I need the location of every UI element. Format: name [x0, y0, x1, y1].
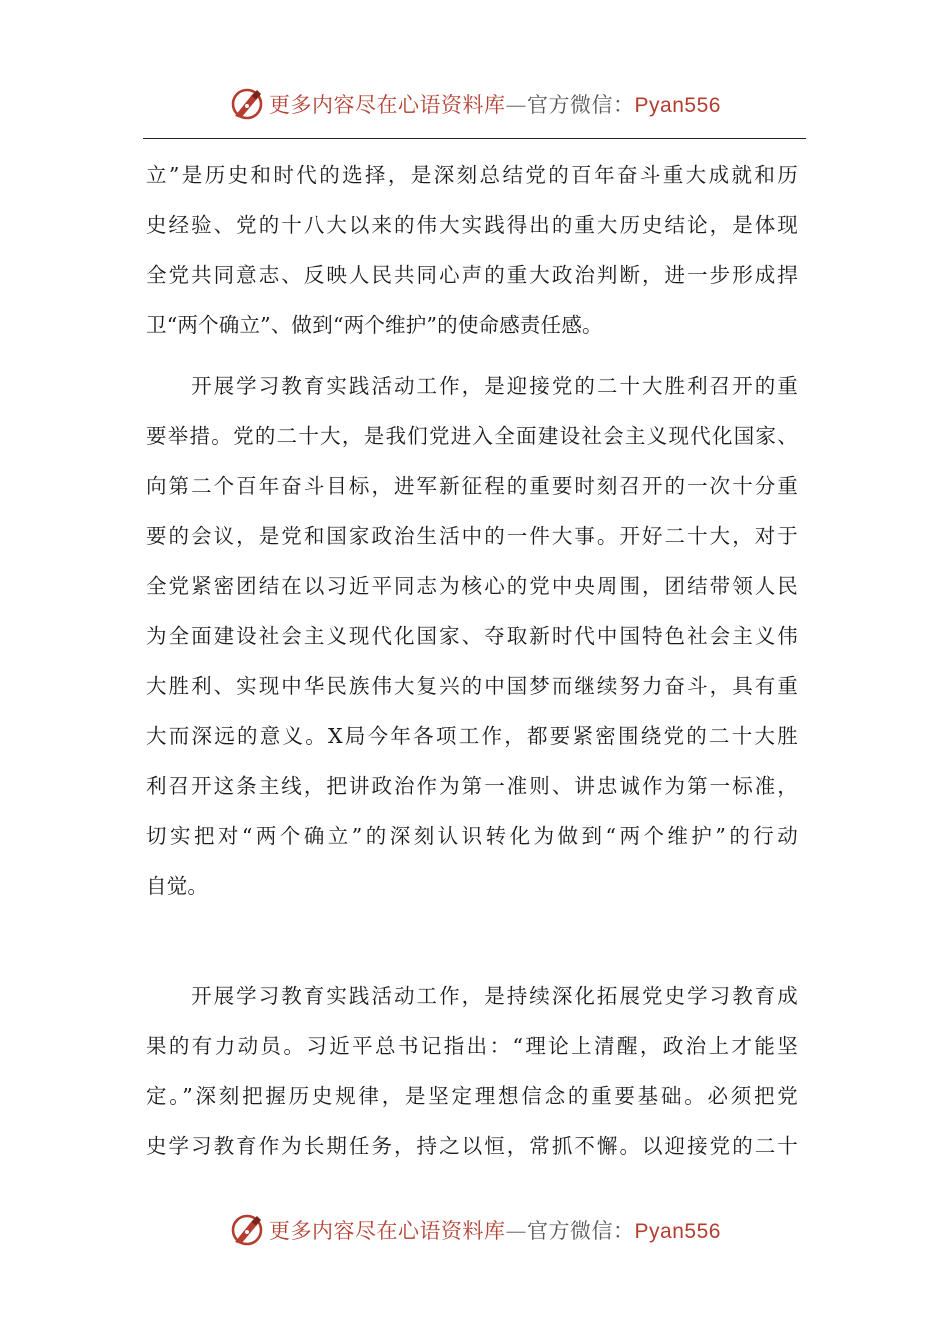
text-line: 史经验、党的十八大以来的伟大实践得出的重大历史结论，是体现 [146, 213, 798, 237]
text-line: 大而深远的意义。X局今年各项工作，都要紧密围绕党的二十大胜 [146, 724, 798, 748]
banner-middle: 官方微信： [527, 1219, 635, 1243]
banner-prefix: 更多内容尽在心语资料库 [269, 93, 506, 117]
pen-nib-circle-logo-icon [229, 86, 265, 122]
footer-banner-content [229, 1212, 721, 1248]
text-line: 全党共同意志、反映人民共同心声的重大政治判断，进一步形成捍 [146, 263, 798, 287]
text-line: 利召开这条主线，把讲政治作为第一准则、讲忠诚作为第一标准， [146, 774, 798, 798]
banner-middle: 官方微信： [527, 93, 635, 117]
header-rule [143, 138, 806, 139]
paragraph-spacer [146, 911, 798, 971]
text-line: 要的会议，是党和国家政治生活中的一件大事。开好二十大，对于 [146, 524, 798, 548]
text-line: 开展学习教育实践活动工作，是迎接党的二十大胜利召开的重 [146, 374, 798, 398]
text-line: 向第二个百年奋斗目标，进军新征程的重要时刻召开的一次十分重 [146, 474, 798, 498]
text-line: 为全面建设社会主义现代化国家、夺取新时代中国特色社会主义伟 [146, 624, 798, 648]
banner-prefix: 更多内容尽在心语资料库 [269, 1219, 506, 1243]
text-line: 大胜利、实现中华民族伟大复兴的中国梦而继续努力奋斗，具有重 [146, 674, 798, 698]
text-line: 要举措。党的二十大，是我们党进入全面建设社会主义现代化国家、 [146, 424, 798, 448]
text-line: 卫“两个确立”、做到“两个维护”的使命感责任感。 [146, 313, 603, 337]
paragraph-3 [146, 971, 798, 1171]
banner-account: Pyan556 [634, 1220, 721, 1243]
text-line: 史学习教育作为长期任务，持之以恒，常抓不懈。以迎接党的二十 [146, 1134, 798, 1158]
document-body [146, 150, 798, 1171]
text-line: 立”是历史和时代的选择，是深刻总结党的百年奋斗重大成就和历 [146, 163, 798, 187]
footer-banner-text [269, 1215, 721, 1245]
paragraph-2 [146, 361, 798, 911]
banner-dash: — [505, 1219, 528, 1243]
banner-account: Pyan556 [634, 94, 721, 117]
footer-banner [0, 1208, 950, 1252]
header-banner [0, 82, 950, 126]
paragraph-spacer [146, 350, 798, 361]
text-line: 切实把对“两个确立”的深刻认识转化为做到“两个维护”的行动 [146, 824, 798, 848]
pen-nib-circle-logo-icon [229, 1212, 265, 1248]
text-line: 全党紧密团结在以习近平同志为核心的党中央周围，团结带领人民 [146, 574, 798, 598]
header-banner-content [229, 86, 721, 122]
header-banner-text [269, 89, 721, 119]
text-line: 定。”深刻把握历史规律，是坚定理想信念的重要基础。必须把党 [146, 1084, 798, 1108]
banner-dash: — [505, 93, 528, 117]
paragraph-1 [146, 150, 798, 350]
text-line: 自觉。 [146, 874, 209, 898]
text-line: 开展学习教育实践活动工作，是持续深化拓展党史学习教育成 [146, 984, 798, 1008]
text-line: 果的有力动员。习近平总书记指出：“理论上清醒，政治上才能坚 [146, 1034, 798, 1058]
